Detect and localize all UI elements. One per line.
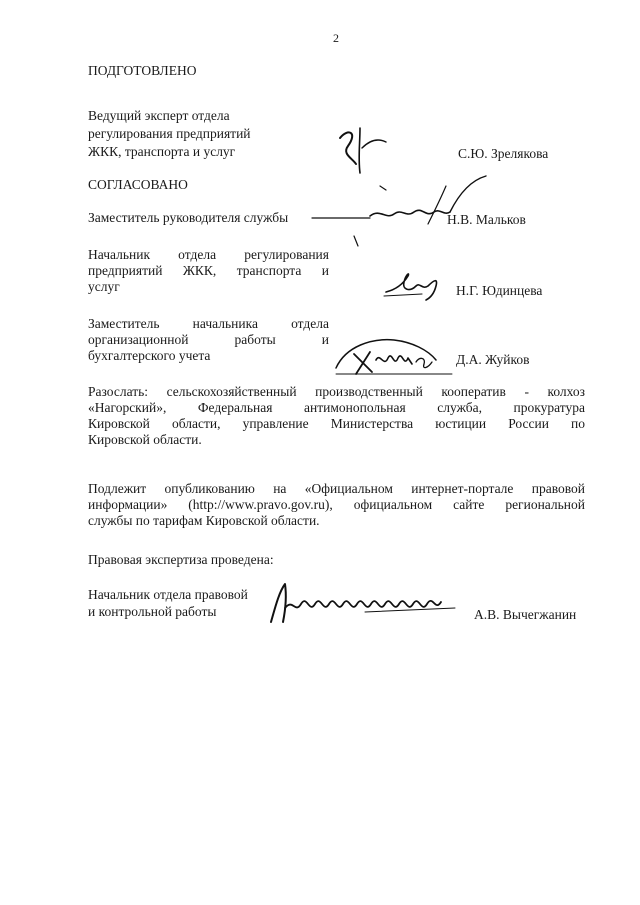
prepared-position-line: Ведущий эксперт отдела <box>88 108 230 123</box>
signature-yudintseva <box>382 266 452 306</box>
signatory-position-line: бухгалтерского учета <box>88 348 211 363</box>
signatory-position <box>88 316 329 348</box>
legal-review-heading: Правовая экспертиза проведена: <box>88 552 274 567</box>
distribution-paragraph <box>88 384 585 448</box>
distribution-line: Кировской области, управление Министерства юстиции России по <box>88 416 585 431</box>
publication-line: службы по тарифам Кировской области. <box>88 513 320 528</box>
legal-review-name: А.В. Вычегжанин <box>474 607 577 622</box>
publication-paragraph <box>88 481 585 529</box>
signatory-name: Д.А. Жуйков <box>456 352 530 367</box>
signatory-position-line: услуг <box>88 279 120 294</box>
signatory-position-line: Начальник отдела регулирования <box>88 247 329 262</box>
prepared-heading: ПОДГОТОВЛЕНО <box>88 63 197 78</box>
agreed-heading: СОГЛАСОВАНО <box>88 177 188 192</box>
signatory-position-line: организационной работы и <box>88 332 329 347</box>
prepared-position-line: ЖКК, транспорта и услуг <box>88 144 236 159</box>
page-number: 2 <box>333 31 339 45</box>
publication-line: информации» (http://www.pravo.gov.ru), официальном сайте региональной <box>88 497 585 512</box>
distribution-line: Разослать: сельскохозяйственный производственный кооператив - колхоз <box>88 384 585 399</box>
prepared-name: С.Ю. Зрелякова <box>458 146 549 161</box>
signatory-position <box>88 247 329 279</box>
prepared-position-line: регулирования предприятий <box>88 126 251 141</box>
signature-vychegzhanin <box>265 578 465 628</box>
signature-zrelyakova <box>330 118 400 178</box>
signature-zhuykov <box>332 334 462 380</box>
signatory-name: Н.Г. Юдинцева <box>456 283 543 298</box>
distribution-line: Кировской области. <box>88 432 202 447</box>
legal-review-position-line: Начальник отдела правовой <box>88 587 248 602</box>
signatory-position-line: Заместитель руководителя службы <box>88 210 289 225</box>
signatory-position-line: предприятий ЖКК, транспорта и <box>88 263 329 278</box>
publication-line: Подлежит опубликованию на «Официальном интернет-портале правовой <box>88 481 585 496</box>
signatory-name: Н.В. Мальков <box>447 212 526 227</box>
legal-review-position-line: и контрольной работы <box>88 604 217 619</box>
distribution-line: «Нагорский», Федеральная антимонопольная служба, прокуратура <box>88 400 585 415</box>
signatory-position-line: Заместитель начальника отдела <box>88 316 329 331</box>
